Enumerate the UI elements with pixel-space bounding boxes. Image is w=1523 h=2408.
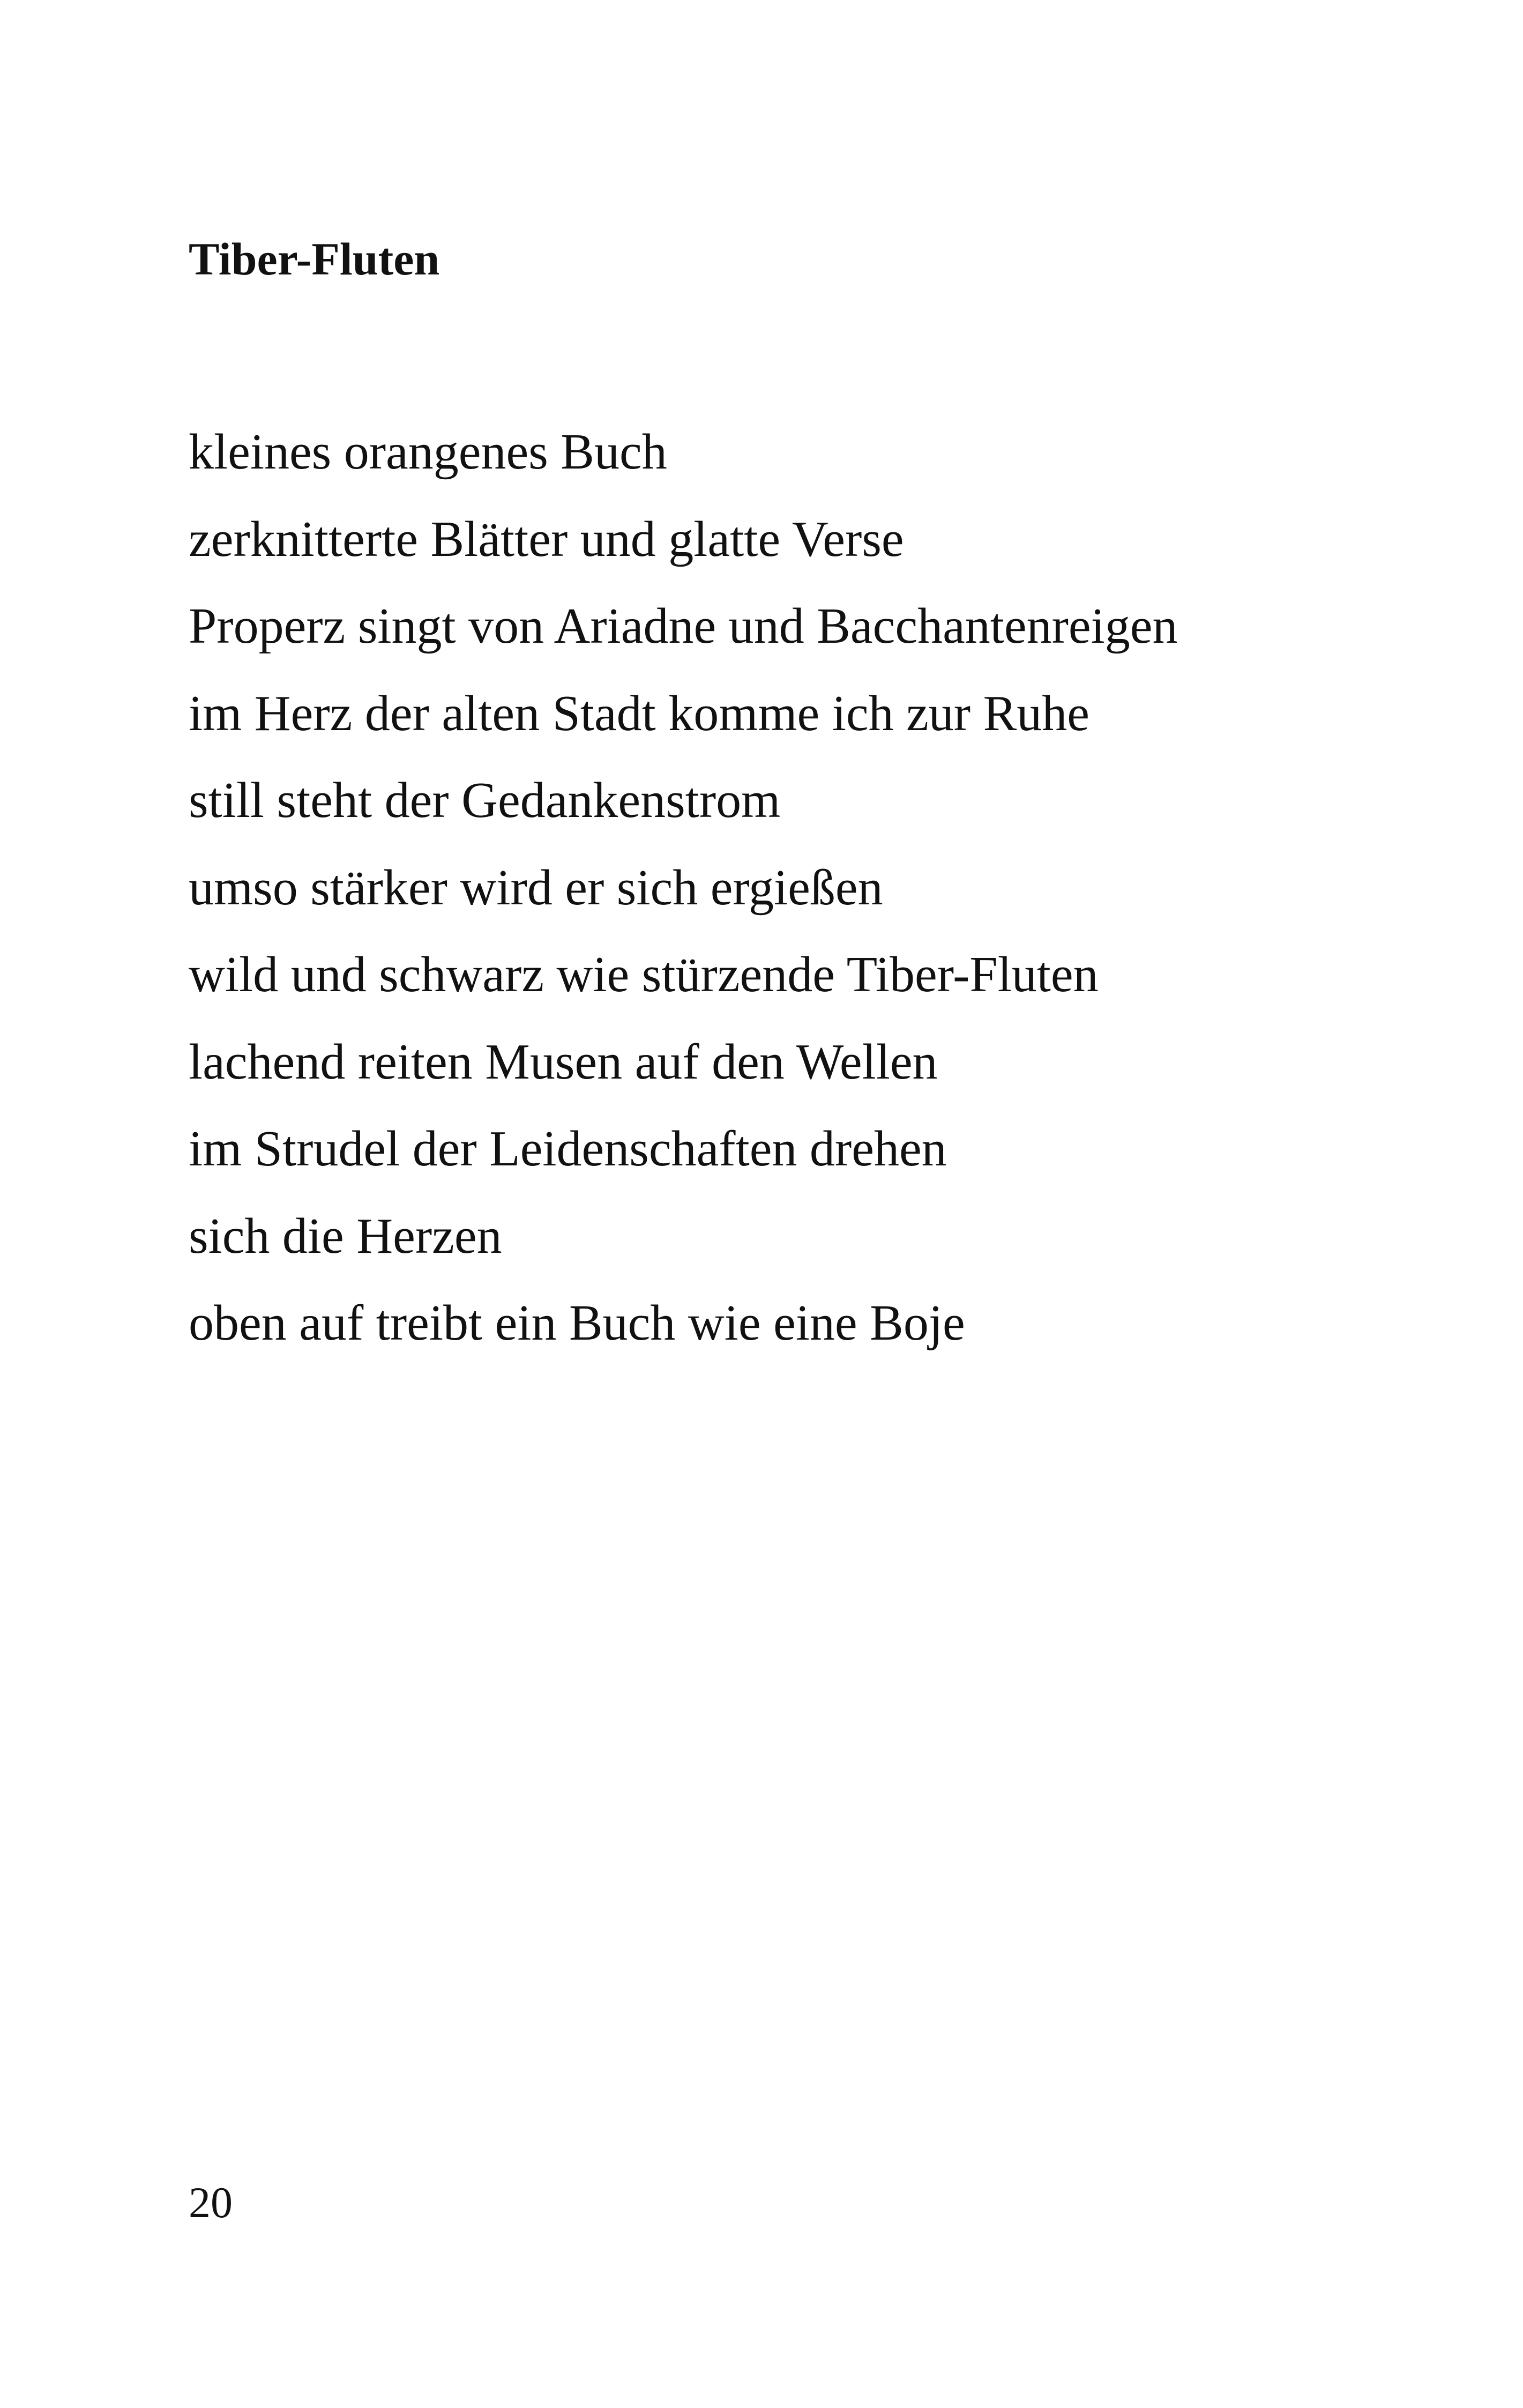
page-number: 20 (189, 2178, 233, 2227)
poem-line: im Strudel der Leidenschaften drehen (189, 1121, 947, 1177)
poem-line: still steht der Gedankenstrom (189, 772, 781, 828)
poem-line: im Herz der alten Stadt komme ich zur Ruhe (189, 685, 1090, 741)
poem-body (189, 408, 1177, 1367)
poem-line: wild und schwarz wie stürzende Tiber-Fluten (189, 947, 1099, 1002)
poem-line: Properz singt von Ariadne und Bacchantenreigen (189, 598, 1178, 654)
poem-title: Tiber-Fluten (189, 233, 440, 285)
poem-line: zerknitterte Blätter und glatte Verse (189, 511, 904, 567)
poem-line: oben auf treibt ein Buch wie eine Boje (189, 1295, 965, 1351)
poem-line: sich die Herzen (189, 1208, 502, 1264)
poem-line: kleines orangenes Buch (189, 424, 667, 480)
poem-line: umso stärker wird er sich ergießen (189, 859, 883, 916)
poem-line: lachend reiten Musen auf den Wellen (189, 1034, 938, 1090)
